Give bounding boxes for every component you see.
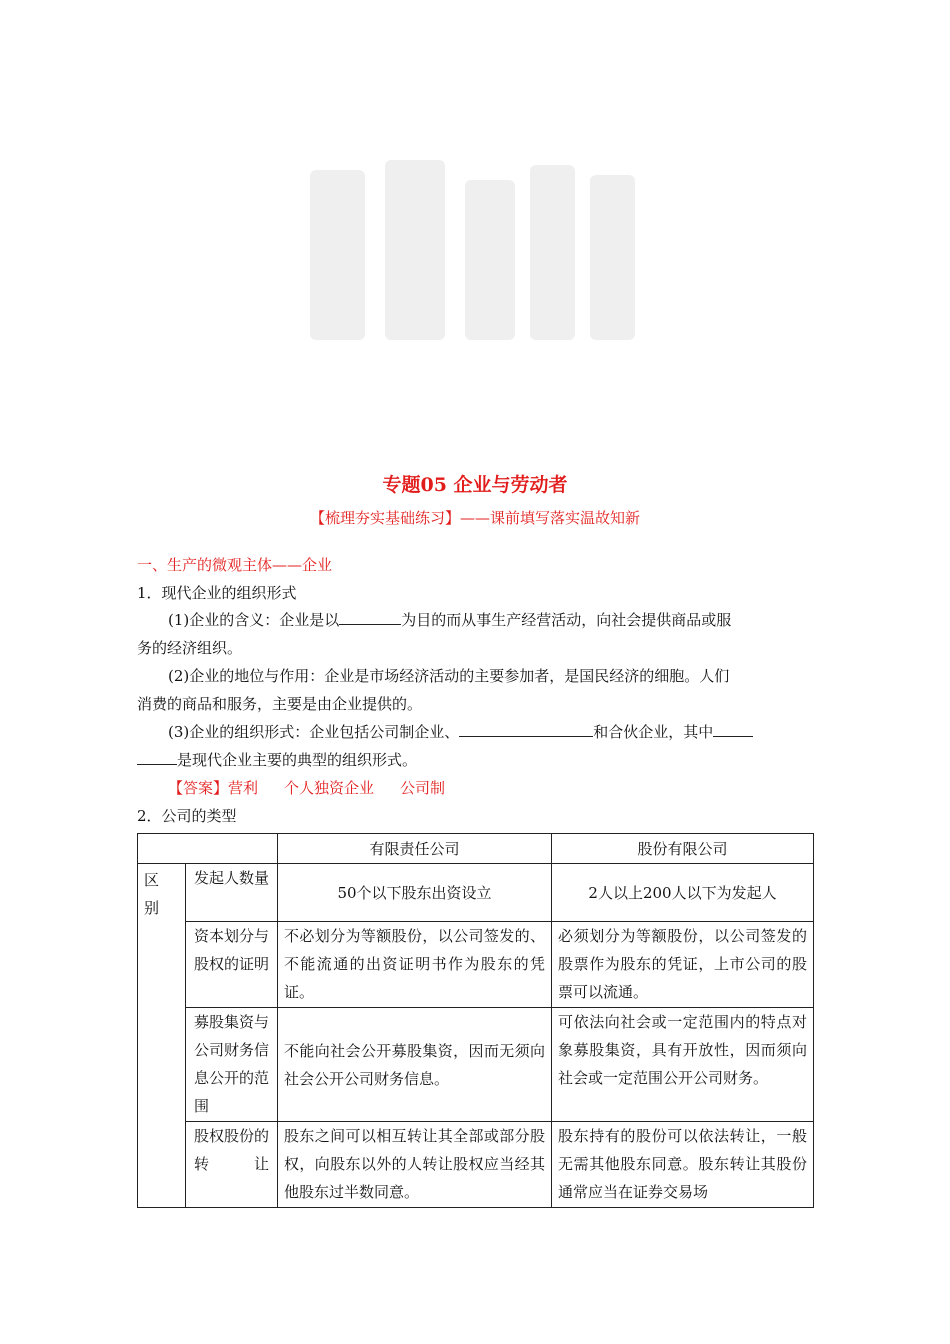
side-label-cell [138,864,186,1208]
item-2-line-1: (2)企业的地位与作用：企业是市场经济活动的主要参加者，是国民经济的细胞。人们 [168,667,730,685]
item-1-line-2: 务的经济组织。 [137,639,243,657]
table-row [138,1008,814,1122]
side-label: 区别 [144,871,160,917]
cell-jsc: 股东持有的股份可以依法转让，一般无需其他股东同意。股东转让其股份通常应当在证券交易场 [552,1122,814,1208]
header-jsc: 股份有限公司 [552,834,814,864]
row-label: 股权股份的转让 [186,1122,278,1208]
subsection-heading-1: 1．现代企业的组织形式 [137,584,297,602]
row-label: 资本划分与股权的证明 [186,922,278,1008]
table-row [138,864,814,922]
item-2-line-2: 消费的商品和服务，主要是由企业提供的。 [137,695,423,713]
watermark-logo [300,150,645,355]
fill-blank-3b[interactable] [137,746,177,765]
cell-jsc: 2人以上200人以下为发起人 [552,864,814,922]
cell-jsc: 可依法向社会或一定范围内的特点对象募股集资，具有开放性，因而须向社会或一定范围公开公司财务。 [552,1008,814,1122]
item-1-line-1: (1)企业的含义：企业是以 为目的而从事生产经营活动，向社会提供商品或服 [168,606,814,634]
fill-blank-3a[interactable] [713,718,753,737]
header-llc: 有限责任公司 [278,834,552,864]
subsection-heading-2: 2．公司的类型 [137,807,237,825]
row-label: 募股集资与公司财务信息公开的范围 [186,1008,278,1122]
cell-llc: 股东之间可以相互转让其全部或部分股权，向股东以外的人转让股权应当经其他股东过半数同意。 [278,1122,552,1208]
cell-jsc: 必须划分为等额股份，以公司签发的股票作为股东的凭证，上市公司的股票可以流通。 [552,922,814,1008]
row-label: 发起人数量 [186,864,278,922]
fill-blank-1[interactable] [339,606,401,625]
table-header-row [138,834,814,864]
table-row [138,1122,814,1208]
fill-blank-2[interactable] [459,718,593,737]
table-corner-cell [138,834,278,864]
item-3-line-1: (3)企业的组织形式：企业包括公司制企业、 和合伙企业，其中 [168,718,814,746]
table-row [138,922,814,1008]
answer-line: 【答案】营利 个人独资企业 公司制 [168,779,446,797]
cell-llc: 不能向社会公开募股集资，因而无须向社会公开公司财务信息。 [278,1008,552,1122]
item-3-line-2: 是现代企业主要的典型的组织形式。 [137,746,817,774]
section-heading: 一、生产的微观主体——企业 [137,556,333,574]
cell-llc: 50个以下股东出资设立 [278,864,552,922]
page-title: 专题05 企业与劳动者 [382,474,568,496]
page-subtitle: 【梳理夯实基础练习】——课前填写落实温故知新 [309,509,640,527]
company-types-table [137,833,814,1208]
cell-llc: 不必划分为等额股份，以公司签发的、不能流通的出资证明书作为股东的凭证。 [278,922,552,1008]
